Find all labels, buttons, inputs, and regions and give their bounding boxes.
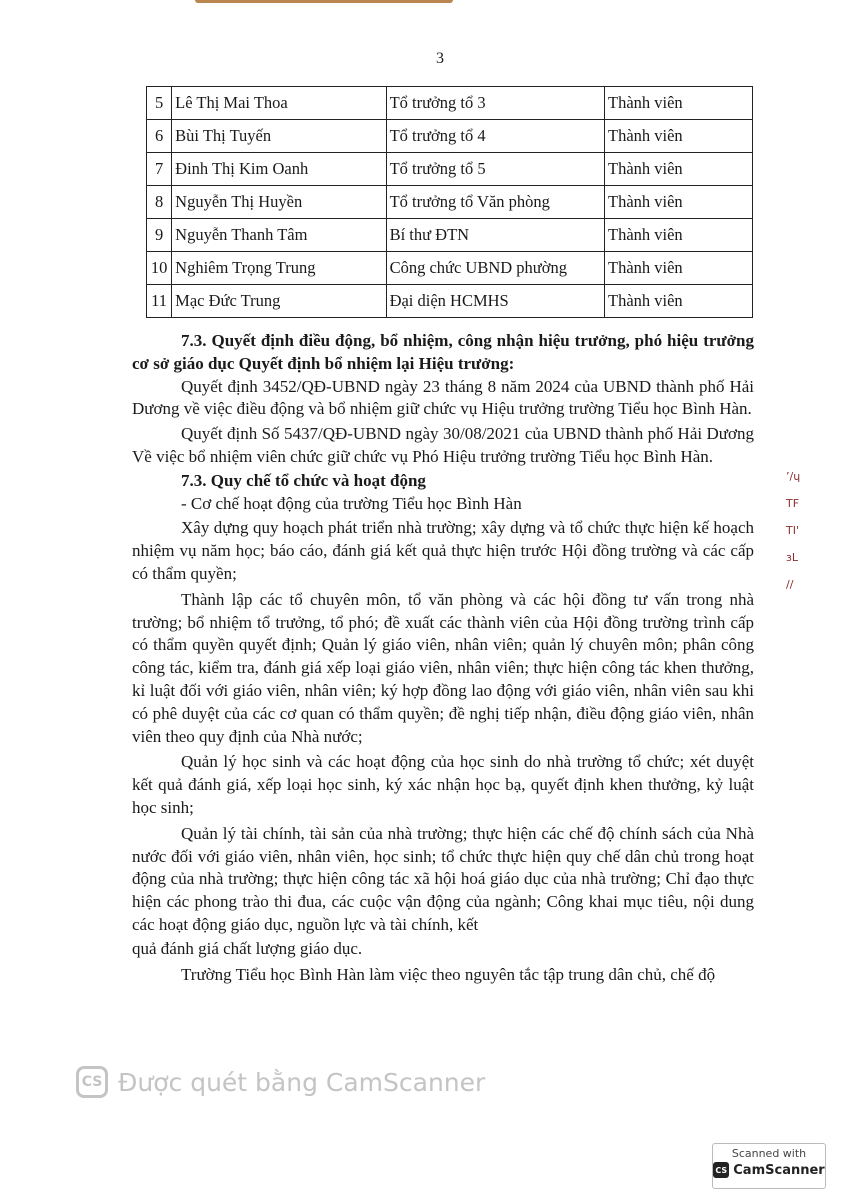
table-row (147, 87, 753, 120)
badge-brand: CamScanner (733, 1162, 825, 1178)
row-number: 11 (147, 285, 172, 318)
paragraph-decision-1: Quyết định 3452/QĐ-UBND ngày 23 tháng 8 năm 2024 của UBND thành phố Hải Dương về việc điều động và bổ nhiệm giữ chức vụ Hiệu trưởng trường Tiểu học Bình Hàn. (132, 376, 754, 419)
watermark-text: Được quét bằng CamScanner (118, 1067, 486, 1097)
member-role: Thành viên (605, 219, 753, 252)
paragraph-staffing: Thành lập các tổ chuyên môn, tổ văn phòng và các hội đồng tư vấn trong nhà trường; bổ nhiệm tổ trưởng, tổ phó; đề xuất các thành viên của Hội đồng trường trình cấp có thẩm quyền quyết định; Quản lý giáo viên, nhân viên; quản lý chuyên môn; phân công công tác, kiểm tra, đánh giá xếp loại giáo viên, nhân viên; thực hiện công tác khen thưởng, kỉ luật đối với giáo viên, nhân viên; ký hợp đồng lao động với giáo viên, nhân viên sau khi có phê duyệt của các cơ quan có thẩm quyền; đề nghị tiếp nhận, điều động giáo viên, nhân viên theo quy định của Nhà nước; (132, 589, 754, 746)
member-name: Bùi Thị Tuyến (172, 120, 386, 153)
table-row (147, 252, 753, 285)
member-role: Thành viên (605, 186, 753, 219)
paragraph-decision-2: Quyết định Số 5437/QĐ-UBND ngày 30/08/2021 của UBND thành phố Hải Dương Về việc bổ nhiệm viên chức giữ chức vụ Phó Hiệu trưởng trường Tiểu học Bình Hàn. (132, 424, 754, 466)
scan-edge-strip (195, 0, 453, 3)
camscanner-badge-icon: CS (713, 1162, 729, 1178)
margin-stamp-marks: ʼ/ɥ TF TI' ɜL // (786, 470, 801, 591)
subheading-mechanism: - Cơ chế hoạt động của trường Tiểu học Bình Hàn (181, 493, 522, 513)
row-number: 9 (147, 219, 172, 252)
camscanner-watermark (76, 1066, 485, 1098)
document-body (132, 330, 754, 986)
member-role: Thành viên (605, 153, 753, 186)
members-table-body (147, 87, 753, 318)
row-number: 10 (147, 252, 172, 285)
row-number: 5 (147, 87, 172, 120)
page-number: 3 (436, 50, 444, 67)
paragraph-planning: Xây dựng quy hoạch phát triển nhà trường; xây dựng và tổ chức thực hiện kế hoạch nhiệm vụ năm học; báo cáo, đánh giá kết quả thực hiện trước Hội đồng trường và các cấp có thẩm quyền; (132, 518, 754, 583)
member-position: Bí thư ĐTN (386, 219, 604, 252)
heading-appointment-decisions: 7.3. Quyết định điều động, bổ nhiệm, công nhận hiệu trưởng, phó hiệu trưởng cơ sở giáo dục Quyết định bổ nhiệm lại Hiệu trưởng: (132, 331, 754, 373)
table-row (147, 285, 753, 318)
member-role: Thành viên (605, 120, 753, 153)
member-role: Thành viên (605, 252, 753, 285)
member-name: Nguyễn Thị Huyền (172, 186, 386, 219)
members-table (146, 86, 753, 318)
paragraph-principles: Trường Tiểu học Bình Hàn làm việc theo nguyên tắc tập trung dân chủ, chế độ (181, 964, 716, 984)
member-position: Công chức UBND phường (386, 252, 604, 285)
table-row (147, 153, 753, 186)
member-name: Nghiêm Trọng Trung (172, 252, 386, 285)
member-role: Thành viên (605, 285, 753, 318)
member-position: Tổ trưởng tổ Văn phòng (386, 186, 604, 219)
row-number: 7 (147, 153, 172, 186)
paragraph-finance-end: quả đánh giá chất lượng giáo dục. (132, 938, 363, 958)
table-row (147, 219, 753, 252)
member-name: Nguyễn Thanh Tâm (172, 219, 386, 252)
row-number: 8 (147, 186, 172, 219)
member-name: Lê Thị Mai Thoa (172, 87, 386, 120)
row-number: 6 (147, 120, 172, 153)
member-position: Tổ trưởng tổ 5 (386, 153, 604, 186)
table-row (147, 120, 753, 153)
member-position: Tổ trưởng tổ 4 (386, 120, 604, 153)
camscanner-logo-icon: CS (76, 1066, 108, 1098)
member-position: Đại diện HCMHS (386, 285, 604, 318)
member-role: Thành viên (605, 87, 753, 120)
paragraph-students: Quản lý học sinh và các hoạt động của học sinh do nhà trường tổ chức; xét duyệt kết quả đánh giá, xếp loại học sinh, ký xác nhận học bạ, quyết định khen thưởng, kỷ luật học sinh; (132, 752, 754, 817)
member-name: Đinh Thị Kim Oanh (172, 153, 386, 186)
heading-regulations: 7.3. Quy chế tổ chức và hoạt động (181, 470, 426, 490)
table-row (147, 186, 753, 219)
badge-caption: Scanned with (731, 1147, 807, 1160)
paragraph-finance: Quản lý tài chính, tài sản của nhà trường; thực hiện các chế độ chính sách của Nhà nước đối với giáo viên, nhân viên, học sinh; tổ chức thực hiện quy chế dân chủ trong hoạt động của nhà trường; thực hiện công tác xã hội hoá giáo dục của nhà trường; Chỉ đạo thực hiện các phong trào thi đua, các cuộc vận động của ngành; Công khai mục tiêu, nội dung các hoạt động giáo dục, nguồn lực và tài chính, kết (132, 823, 754, 934)
member-position: Tổ trưởng tổ 3 (386, 87, 604, 120)
member-name: Mạc Đức Trung (172, 285, 386, 318)
scanned-with-badge (712, 1143, 826, 1189)
badge-brand-row (713, 1162, 825, 1178)
